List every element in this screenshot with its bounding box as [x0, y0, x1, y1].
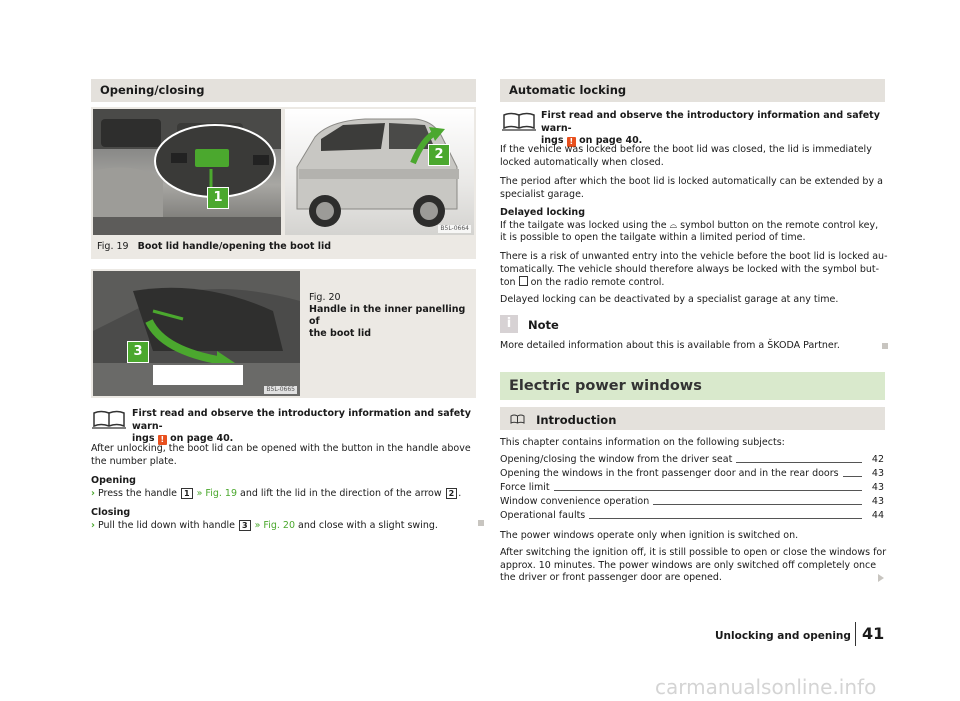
section-header-opening-closing: Opening/closing [91, 79, 476, 102]
chapter-title-bar: Electric power windows [500, 372, 885, 400]
lock-button-icon [519, 276, 528, 286]
toc-page: 43 [871, 482, 884, 493]
toc-row[interactable] [500, 480, 884, 494]
right-intro-page-ref[interactable]: on page 40. [575, 135, 643, 146]
toc-leader [589, 518, 862, 519]
book-icon [92, 409, 126, 429]
toc-leader [843, 476, 862, 477]
footer-rule [855, 622, 856, 646]
opening-block [91, 475, 479, 500]
closing-text-b: and close with a slight swing. [295, 519, 438, 531]
toc-label: Opening the windows in the front passenger door and in the rear doors [500, 468, 839, 479]
fig20-link[interactable]: » Fig. 20 [251, 519, 296, 531]
toc-row[interactable] [500, 466, 884, 480]
delayed-locking-heading: Delayed locking [500, 207, 585, 218]
toc-page: 43 [871, 468, 884, 479]
opening-heading: Opening [91, 475, 136, 486]
left-intro-page-ref[interactable]: on page 40. [166, 433, 234, 444]
left-intro-ings: ings [132, 433, 155, 444]
callout-2: 2 [428, 144, 450, 166]
opening-text-a: Press the handle [97, 487, 180, 499]
toc-page: 42 [871, 454, 884, 465]
p2-line2: specialist garage. [500, 188, 584, 200]
right-intro-line1: First read and observe the introductory information and safety warn- [541, 110, 880, 134]
toc-label: Window convenience operation [500, 496, 650, 507]
p7-line1: After switching the ignition off, it is still possible to open or close the windows for [500, 547, 887, 558]
toc-leader [554, 490, 862, 491]
after-unlocking-paragraph [91, 443, 479, 468]
fig19-label: Fig. 19 [97, 241, 129, 252]
auto-lock-p5: Delayed locking can be deactivated by a specialist garage at any time. [500, 294, 839, 305]
fig19-photo-right [285, 109, 474, 235]
footer-chapter-name: Unlocking and opening [715, 630, 851, 642]
chapter-toc [500, 452, 884, 524]
closing-heading: Closing [91, 507, 131, 518]
watermark: carmanualsonline.info [655, 675, 877, 699]
opening-text-c: . [458, 487, 462, 499]
p1-line2: locked automatically when closed. [500, 156, 664, 168]
closing-callout-3: 3 [239, 520, 251, 531]
toc-page: 43 [871, 496, 884, 507]
introduction-header [500, 407, 885, 430]
right-intro-text [541, 110, 886, 148]
p4-text-b: on the radio remote control. [527, 277, 665, 288]
fig20-photo [93, 271, 300, 396]
warning-icon: ! [567, 137, 576, 147]
after-unlock-line1: After unlocking, the boot lid can be opened with the button in the handle above [91, 443, 471, 454]
p4-line2: tomatically. The vehicle should therefore always be locked with the symbol but- [500, 263, 880, 275]
opening-callout-1: 1 [181, 488, 193, 499]
toc-page: 44 [871, 510, 884, 521]
note-text: More detailed information about this is available from a ŠKODA Partner. [500, 340, 840, 351]
closing-block [91, 507, 479, 532]
p3-line2: it is possible to open the tailgate within a limited period of time. [500, 232, 806, 243]
p1-line1: If the vehicle was locked before the boot lid was closed, the lid is immediately [500, 144, 872, 155]
closing-text-a: Pull the lid down with handle [97, 519, 238, 531]
callout-1: 1 [207, 187, 229, 209]
fig19-link[interactable]: » Fig. 19 [193, 487, 237, 499]
delayed-locking-block [500, 207, 888, 245]
figure-20 [91, 269, 476, 398]
auto-lock-p1 [500, 144, 888, 169]
opening-text-b: and lift the lid in the direction of the arrow [237, 487, 445, 499]
toc-row[interactable] [500, 508, 884, 522]
step-arrow-icon: › [91, 487, 95, 499]
toc-label: Opening/closing the window from the driver seat [500, 454, 733, 465]
opening-step [91, 488, 479, 501]
section-end-mark [882, 343, 888, 349]
auto-lock-p2 [500, 176, 888, 201]
right-intro-ings: ings [541, 135, 564, 146]
toc-leader [736, 462, 862, 463]
note-title: Note [528, 318, 559, 332]
power-windows-p7 [500, 547, 888, 585]
chapter-intro-text: This chapter contains information on the following subjects: [500, 437, 785, 448]
fig20-caption [309, 292, 474, 340]
after-unlock-line2: the number plate. [91, 455, 177, 467]
p7-line3: the driver or front passenger door are opened. [500, 572, 722, 583]
warning-icon: ! [158, 435, 167, 445]
footer-page-number: 41 [862, 624, 885, 643]
toc-row[interactable] [500, 494, 884, 508]
power-windows-p6: The power windows operate only when ignition is switched on. [500, 530, 799, 541]
continue-arrow-icon [878, 574, 884, 582]
step-arrow-icon: › [91, 519, 95, 531]
p7-line2: approx. 10 minutes. The power windows are only switched off completely once [500, 559, 877, 571]
fig20-caption-line1: Handle in the inner panelling of [309, 304, 466, 327]
fig20-label: Fig. 20 [309, 292, 341, 303]
callout-3: 3 [127, 341, 149, 363]
figure-19 [91, 107, 476, 259]
p3-text-b: symbol button on the remote control key, [677, 219, 879, 231]
toc-leader [653, 504, 862, 505]
p3-text-a: If the tailgate was locked using the [500, 219, 670, 231]
left-intro-text [132, 408, 477, 446]
fig19-code: B5L-0664 [440, 225, 469, 232]
opening-callout-2: 2 [446, 488, 458, 499]
fig19-photo-left [93, 109, 281, 235]
toc-label: Operational faults [500, 510, 586, 521]
section-end-mark [478, 520, 484, 526]
toc-row[interactable] [500, 452, 884, 466]
auto-lock-p4 [500, 251, 888, 290]
p2-line1: The period after which the boot lid is locked automatically can be extended by a [500, 176, 883, 187]
fig19-caption [97, 241, 467, 253]
note-icon: i [500, 315, 518, 333]
fig19-caption-text: Boot lid handle/opening the boot lid [137, 241, 332, 252]
p4-text-a: ton [500, 277, 519, 288]
fig20-code: B5L-0665 [266, 386, 295, 393]
toc-label: Force limit [500, 482, 550, 493]
p4-line1: There is a risk of unwanted entry into the vehicle before the boot lid is locked au- [500, 251, 888, 262]
closing-step [91, 520, 479, 533]
introduction-title: Introduction [536, 413, 617, 427]
book-icon [510, 414, 525, 425]
left-intro-line1: First read and observe the introductory information and safety warn- [132, 408, 471, 432]
fig20-caption-line2: the boot lid [309, 328, 372, 339]
tailgate-symbol-icon: ⌓ [669, 219, 678, 231]
book-icon [502, 111, 536, 131]
section-header-automatic-locking: Automatic locking [500, 79, 885, 102]
